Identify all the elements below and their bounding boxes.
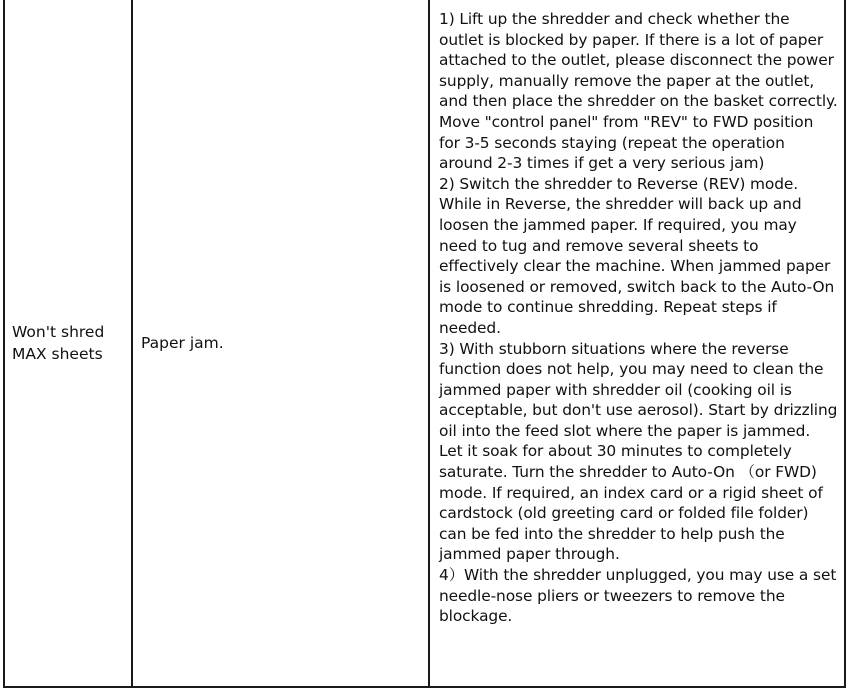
problem-text-line2: MAX sheets <box>12 345 103 363</box>
troubleshooting-table <box>3 0 846 688</box>
problem-text-line1: Won't shred <box>12 323 105 341</box>
solution-step-3: 3) With stubborn situations where the reverse function does not help, you may need to clean the jammed paper with shredder oil (cooking oil is acceptable, but don't use aerosol). Start by drizzling oil into the feed slot where the paper is jammed. Let it soak for about 30 minutes to completely saturate. Turn the shredder to Auto-On （or FWD) mode. If required, an index card or a rigid sheet of cardstock (old greeting card or folded file folder) can be fed into the shredder to help push the jammed paper through. <box>439 339 838 564</box>
problem-cell <box>4 0 132 687</box>
solution-step-4: 4）With the shredder unplugged, you may use a set needle-nose pliers or tweezers to remove the blockage. <box>439 566 837 626</box>
solution-cell <box>429 0 845 687</box>
table-row <box>4 0 845 687</box>
solution-step-1: 1) Lift up the shredder and check whether the outlet is blocked by paper. If there is a lot of paper attached to the outlet, please disconnect the power supply, manually remove the paper at the outlet, and then place the shredder on the basket correctly. Move "control panel" from "REV" to FWD position for 3-5 seconds staying (repeat the operation around 2-3 times if get a very serious jam) <box>439 10 838 173</box>
cause-text: Paper jam. <box>141 334 224 352</box>
cause-cell <box>132 0 429 687</box>
solution-step-2: 2) Switch the shredder to Reverse (REV) mode. While in Reverse, the shredder will back up and loosen the jammed paper. If required, you may need to tug and remove several sheets to effectively clear the machine. When jammed paper is loosened or removed, switch back to the Auto-On mode to continue shredding. Repeat steps if needed. <box>439 174 835 337</box>
